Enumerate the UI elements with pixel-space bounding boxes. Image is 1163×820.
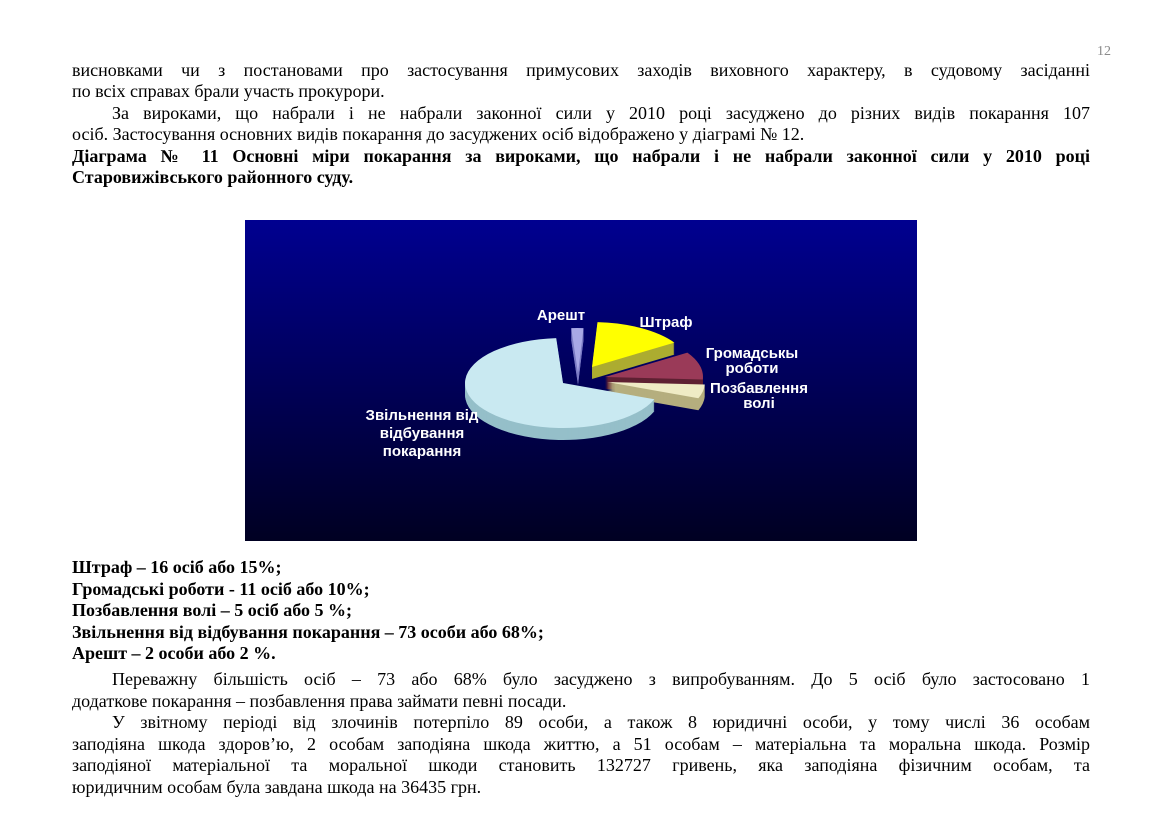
paragraph-2-line-2: осіб. Застосування основних видів покарання до засуджених осіб відображено у діаграмі № 12. <box>72 124 805 145</box>
pie-slice-label-3: волі <box>743 395 775 413</box>
pie-slice-label-2: роботи <box>725 360 779 378</box>
paragraph-3-line-2: додаткове покарання – позбавлення права займати певні посади. <box>72 690 567 711</box>
paragraph-1-line-2: по всіх справах брали участь прокурори. <box>72 81 385 102</box>
pie-slice-label-0: Арешт <box>536 307 586 325</box>
paragraph-3-line-1: Переважну більшість осіб – 73 або 68% було засуджено з випробуванням. До 5 осіб було застосовано 1 <box>112 669 1090 690</box>
page-number: 12 <box>1097 44 1111 59</box>
pie-slice-label-4: Звільнення від <box>365 407 479 425</box>
pie-slice-label-2: Громадськы <box>705 345 799 363</box>
pie-chart-canvas <box>245 220 917 541</box>
pie-slice-label-3: Позбавлення <box>709 380 809 398</box>
pie-chart <box>245 220 917 541</box>
paragraph-1 <box>72 60 1090 103</box>
stat-line-pozbavlennia: Позбавлення волі – 5 осіб або 5 %; <box>72 600 352 621</box>
pie-slice-label-1: Штраф <box>639 314 693 332</box>
diagram-heading-line-2: Старовижівського районного суду. <box>72 167 354 188</box>
pie-slice-label-4: покарання <box>382 443 462 461</box>
stat-line-shtraf: Штраф – 16 осіб або 15%; <box>72 557 282 578</box>
diagram-heading-line-1: Діаграма № 11 Основні міри покарання за вироками, що набрали і не набрали законної сили у 2010 році <box>72 145 1090 166</box>
paragraph-3 <box>72 669 1090 712</box>
stat-line-zvilnennia: Звільнення від відбування покарання – 73 особи або 68%; <box>72 621 544 642</box>
paragraph-2 <box>72 103 1090 146</box>
stats-list <box>72 557 1090 664</box>
diagram-heading <box>72 146 1090 189</box>
paragraph-4-line-2: заподіяна шкода здоров’ю, 2 особам заподіяна шкода життю, а 51 особам – матеріальна та моральна шкода. Розмір <box>72 733 1090 754</box>
paragraph-4-line-4: юридичним особам була завдана шкода на 36435 грн. <box>72 776 482 797</box>
paragraph-1-line-1: висновками чи з постановами про застосування примусових заходів виховного характеру, в судовому засіданні <box>72 60 1090 80</box>
paragraph-2-line-1: За вироками, що набрали і не набрали законної сили у 2010 році засуджено до різних видів покарання 107 <box>112 102 1090 123</box>
pie-slice-label-4: відбування <box>379 425 465 443</box>
stat-line-aresht: Арешт – 2 особи або 2 %. <box>72 643 276 664</box>
stat-line-hromadski: Громадські роботи - 11 осіб або 10%; <box>72 578 370 599</box>
paragraph-4 <box>72 712 1090 798</box>
paragraph-4-line-3: заподіяної матеріальної та моральної шкоди становить 132727 гривень, яка заподіяна фізичним особам, та <box>72 755 1090 776</box>
paragraph-4-line-1: У звітному періоді від злочинів потерпіло 89 особи, а також 8 юридичні особи, у тому числі 36 особам <box>112 712 1090 733</box>
